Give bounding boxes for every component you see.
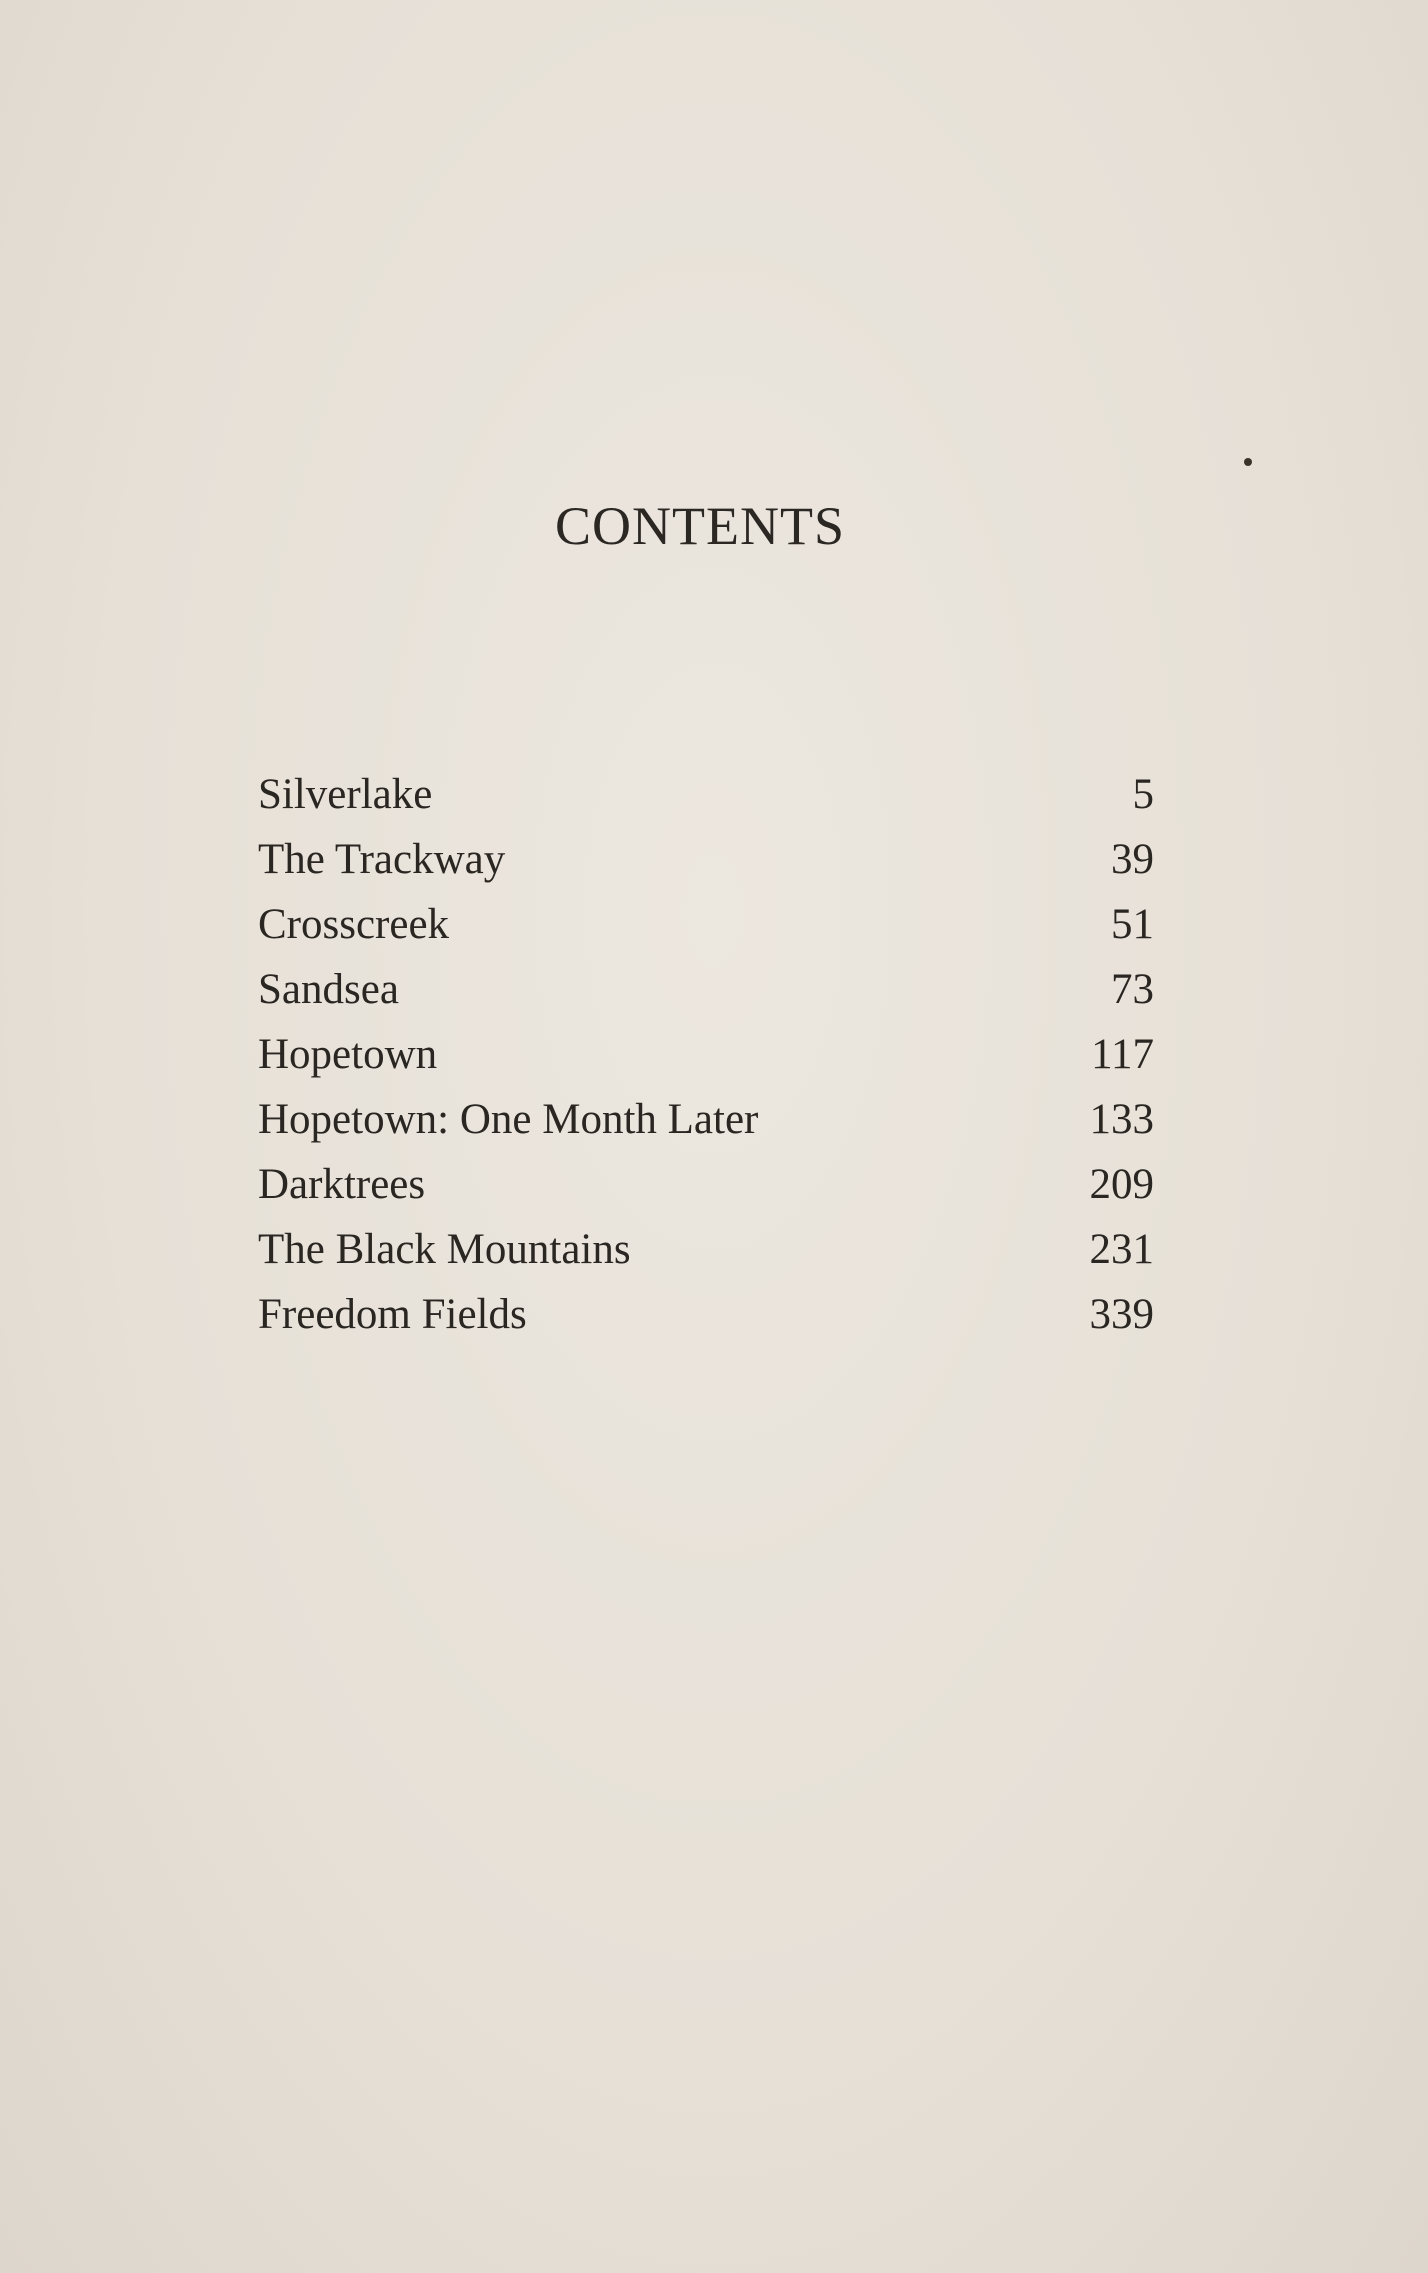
toc-entry-title: Freedom Fields xyxy=(258,1291,527,1338)
toc-entry-title: The Black Mountains xyxy=(258,1226,631,1273)
toc-entry-title: Sandsea xyxy=(258,966,399,1013)
toc-entry-title: Hopetown xyxy=(258,1031,438,1078)
toc-entry[interactable] xyxy=(258,1087,1154,1152)
page-title: CONTENTS xyxy=(555,496,845,556)
toc-entry[interactable] xyxy=(258,1217,1154,1282)
toc-entry-page: 209 xyxy=(1089,1161,1154,1208)
toc-entry-page: 339 xyxy=(1089,1291,1154,1338)
toc-entry-title: Hopetown: One Month Later xyxy=(258,1096,759,1143)
toc-entry-title: The Trackway xyxy=(258,836,506,883)
toc-entry-page: 73 xyxy=(1111,966,1154,1013)
toc-entry[interactable] xyxy=(258,762,1154,827)
toc-entry[interactable] xyxy=(258,1152,1154,1217)
toc-entry-page: 117 xyxy=(1091,1031,1154,1078)
toc-entry-title: Silverlake xyxy=(258,771,433,818)
toc-entry[interactable] xyxy=(258,1022,1154,1087)
toc-entry-title: Crosscreek xyxy=(258,901,450,948)
toc-entry-title: Darktrees xyxy=(258,1161,426,1208)
toc-entry[interactable] xyxy=(258,1282,1154,1347)
paper-speck xyxy=(1244,458,1252,466)
toc-entry-page: 231 xyxy=(1089,1226,1154,1273)
toc-entry[interactable] xyxy=(258,957,1154,1022)
toc-entry-page: 133 xyxy=(1089,1096,1154,1143)
toc-entry-page: 5 xyxy=(1132,771,1154,818)
toc-entry-page: 39 xyxy=(1111,836,1154,883)
toc-entry[interactable] xyxy=(258,892,1154,957)
toc-entry[interactable] xyxy=(258,827,1154,892)
table-of-contents xyxy=(258,762,1154,1347)
toc-entry-page: 51 xyxy=(1111,901,1154,948)
